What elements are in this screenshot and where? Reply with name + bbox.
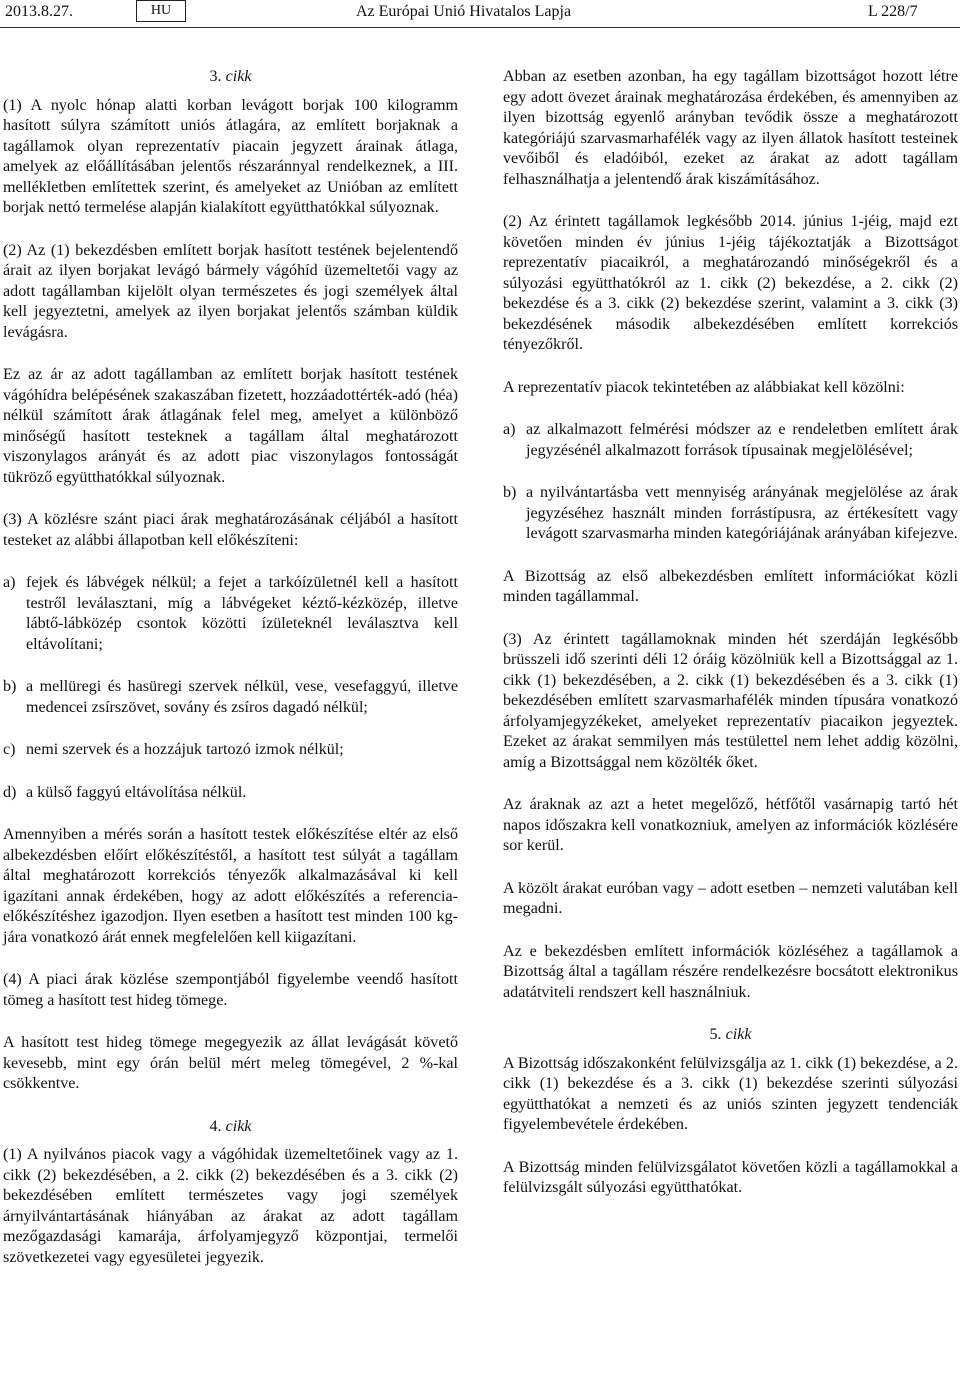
article-number: 4.: [209, 1117, 222, 1135]
article-5-heading: [503, 1025, 958, 1046]
list-item: [503, 420, 958, 461]
list-item-label: b): [3, 678, 17, 695]
list-item-label: d): [3, 783, 17, 801]
paragraph: A Bizottság minden felülvizsgálatot követően közli a tagállamokkal a felülvizsgált súlyozási együtthatókat.: [503, 1158, 958, 1196]
paragraph: (1) A nyilvános piacok vagy a vágóhidak üzemeltetőinek vagy az 1. cikk (2) bekezdésében, a 2. cikk (2) bekezdésében és a 3. cikk (2) bekezdésében említett természetes vagy jogi személyek árnyilvántartásának hiányában az árakat az adott tagállam mezőgazdasági kamarája, árfolyamjegyző központjai, termelői szövetkezetei vagy egyesületei jegyezik.: [3, 1146, 458, 1266]
article-word: cikk: [225, 68, 252, 85]
list-item: [3, 573, 458, 655]
article-4-heading: [3, 1117, 458, 1138]
paragraph: A reprezentatív piacok tekintetében az alábbiakat kell közölni:: [503, 378, 905, 396]
paragraph: (2) Az (1) bekezdésben említett borjak hasított testének bejelentendő árait az ilyen borjakat levágó bármely vágóhíd üzemeltetői vagy az adott tagállamban kijelölt olyan természetes és jogi személyek által kell jegyeztetni, amelyek az ilyen borjakat jelentős számban küldik levágásra.: [3, 241, 458, 341]
paragraph: Abban az esetben azonban, ha egy tagállam bizottságot hozott létre egy adott övezet árainak meghatározása érdekében, és amennyiben az ilyen bizottság egyenlő arányban tevődik össze a meghatározott kategóriájú szarvasmarhafélék vagy az ilyen állatok hasított testeinek vevőiből és eladóiból, ezeket az árakat az adott tagállam felhasználhatja a jelentendő árak kiszámításához.: [503, 68, 958, 188]
paragraph: Az áraknak az azt a hetet megelőző, hétfőtől vasárnapig tartó hét napos időszakra kell vonatkozniuk, amelyen az információk közlésére sor kerül.: [503, 796, 958, 854]
list-item-label: a): [3, 574, 16, 591]
left-column: [3, 67, 458, 1268]
article-word: cikk: [725, 1026, 752, 1043]
header-rule: [0, 27, 960, 28]
list-item-label: b): [503, 484, 517, 501]
list-item-text: a nyilvántartásba vett mennyiség arányának megjelölése az árak jegyzéséhez használt minden forrástípusra, az értékesített vagy levágott szarvasmarha minden kategóriájának arányában kifejezve.: [526, 484, 958, 542]
paragraph: (1) A nyolc hónap alatti korban levágott borjak 100 kilogramm hasított súlyra számított uniós átlagára, az említett borjaknak a tagállamok olyan reprezentatív piacain jegyzett árainak átlaga, amelyek az előállításában jelentős részaránnyal rendelkeznek, a III. mellékletben említettek szerint, és amelyeket az Unióban az említett borjak nettó termelése alapján kialakított együtthatókkal súlyoznak.: [3, 96, 458, 216]
journal-title: Az Európai Unió Hivatalos Lapja: [356, 3, 572, 20]
list-item: [3, 677, 458, 718]
paragraph: (4) A piaci árak közlése szempontjából figyelembe veendő hasított tömeg a hasított test hideg tömege.: [3, 971, 458, 1009]
language-badge: HU: [136, 0, 186, 22]
paragraph: Az e bekezdésben említett információk közléséhez a tagállamok a Bizottság által a tagállam részére rendelkezésre bocsátott elektronikus adatátviteli rendszert kell használniuk.: [503, 942, 958, 1001]
paragraph: A Bizottság az első albekezdésben említett információkat közli minden tagállammal.: [503, 567, 958, 605]
list-item-label: c): [3, 741, 16, 758]
page-reference: L 228/7: [868, 3, 918, 20]
paragraph: Amennyiben a mérés során a hasított testek előkészítése eltér az első albekezdésben előírt előkészítéstől, a hasított test súlyát a tagállam által meghatározott korrekciós tényezők alkalmazásával ki kell igazítani annak érdekében, hogy az adott előkészítés a referencia-előkészítéshez igazodjon. Ilyen esetben a hasított test minden 100 kg-jára vonatkozó árát ennek megfelelően kell kiigazítani.: [3, 826, 458, 946]
list-item-text: fejek és lábvégek nélkül; a fejet a tarkóízületnél kell a hasított testről leválasztani, míg a lábvégeket kéztő-kézközép, illetve lábtő-lábközép csontok közötti ízületeknél leválasztva kell eltávolítani;: [26, 574, 458, 653]
list-item: [503, 483, 958, 545]
article-number: 3.: [209, 68, 222, 85]
page-header: [0, 0, 960, 30]
publication-date: 2013.8.27.: [5, 3, 73, 20]
paragraph: (3) Az érintett tagállamoknak minden hét szerdáján legkésőbb brüsszeli idő szerinti déli 12 óráig közölniük kell a Bizottsággal az 1. cikk (1) bekezdésében, a 2. cikk (1) bekezdésében és a 3. cikk (1) bekezdésében említett szarvasmarhafélék minden típusára vonatkozó árfolyamjegyzékeket, amelyeket reprezentatív piacaikon jegyeztek. Ezeket az árakat semmilyen más testülettel nem lehet addig közölni, amíg a Bizottsággal nem közölték őket.: [503, 630, 958, 771]
list-item: [3, 740, 458, 761]
paragraph: (2) Az érintett tagállamok legkésőbb 2014. június 1-jéig, majd ezt követően minden év június 1-jéig tájékoztatják a Bizottságot reprezentatív piacaikról, a meghatározandó minőségekről és a súlyozási együtthatókról az 1. cikk (2) bekezdése, a 2. cikk (2) bekezdése és a 3. cikk (2) bekezdése szerint, valamint a 3. cikk (3) bekezdésének második albekezdésében említett korrekciós tényezőkről.: [503, 213, 958, 353]
list-item: [3, 783, 458, 804]
paragraph: A közölt árakat euróban vagy – adott esetben – nemzeti valutában kell megadni.: [503, 879, 958, 917]
list-item-label: a): [503, 421, 516, 438]
article-word: cikk: [225, 1117, 252, 1135]
article-3-heading: [3, 67, 458, 88]
list-item-text: nemi szervek és a hozzájuk tartozó izmok nélkül;: [26, 741, 344, 758]
right-column: [503, 67, 958, 1199]
list-item-text: a külső faggyú eltávolítása nélkül.: [26, 783, 247, 801]
paragraph: A hasított test hideg tömege megegyezik az állat levágását követő kevesebb, mint egy órán belül mért meleg tömegével, 2 %-kal csökkentve.: [3, 1034, 458, 1092]
list-item-text: a mellüregi és hasüregi szervek nélkül, vese, vesefaggyú, illetve medencei zsírszövet, sovány és zsíros dagadó nélkül;: [26, 678, 458, 716]
list-item-text: az alkalmazott felmérési módszer az e rendeletben említett árak jegyzésénél alkalmazott források típusainak megjelölésével;: [526, 421, 958, 459]
paragraph: A Bizottság időszakonként felülvizsgálja az 1. cikk (1) bekezdése, a 2. cikk (1) bekezdése és a 3. cikk (1) bekezdése szerinti súlyozási együtthatókat a nemzeti és az uniós szinten jegyzett tendenciák figyelembevétele érdekében.: [503, 1054, 958, 1133]
paragraph: (3) A közlésre szánt piaci árak meghatározásának céljából a hasított testeket az alábbi állapotban kell előkészíteni:: [3, 511, 458, 549]
paragraph: Ez az ár az adott tagállamban az említett borjak hasított testének vágóhídra belépésének szakaszában fizetett, hozzáadottérték-adó (héa) nélkül számított árak átlagának felel meg, amelyet a különböző minőségű hasított testeknek a tagállam által meghatározott viszonylagos arányát és az adott piac viszonylagos fontosságát tükröző együtthatókkal súlyoznak.: [3, 366, 458, 486]
article-number: 5.: [709, 1026, 722, 1043]
